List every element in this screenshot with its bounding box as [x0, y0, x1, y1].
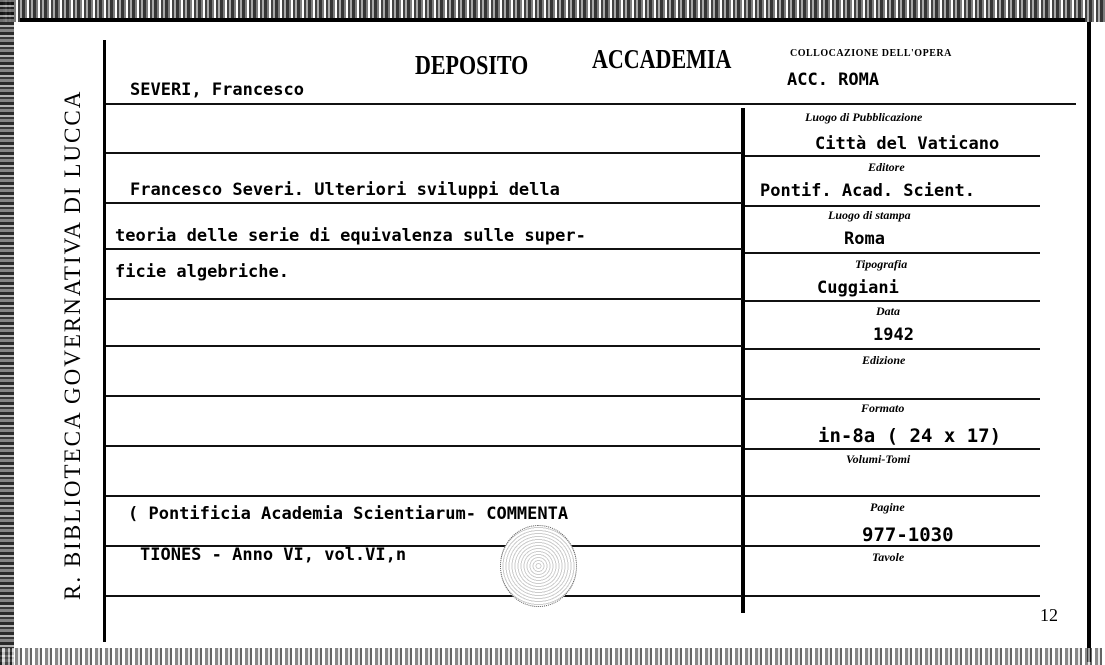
- ruled-line: [106, 202, 742, 204]
- card-top-rule: [20, 18, 1085, 22]
- tipografia-label: Tipografia: [855, 257, 908, 271]
- ruled-line: [106, 595, 742, 597]
- ruled-line: [745, 205, 1040, 207]
- pagine-value: 977-1030: [862, 524, 954, 546]
- ruled-line: [745, 155, 1040, 157]
- title-line-2: teoria delle serie di equivalenza sulle super-: [115, 226, 586, 246]
- ruled-line: [106, 103, 1076, 105]
- card-left-edge: [0, 0, 14, 665]
- right-panel-divider: [741, 108, 745, 613]
- library-seal-stamp: [500, 525, 577, 607]
- tavole-label: Tavole: [872, 550, 905, 564]
- volumi-label: Volumi-Tomi: [846, 452, 911, 466]
- luogo-stampa-label: Luogo di stampa: [828, 208, 911, 222]
- edizione-label: Edizione: [862, 353, 906, 367]
- ruled-line: [106, 445, 742, 447]
- luogo-pubblicazione-label: Luogo di Pubblicazione: [805, 110, 923, 124]
- ruled-line: [106, 395, 742, 397]
- luogo-stampa-value: Roma: [844, 229, 885, 249]
- handwritten-note: 12: [1040, 605, 1058, 625]
- formato-value: in-8a ( 24 x 17): [818, 425, 1002, 447]
- ruled-line: [745, 300, 1040, 302]
- series-line-2: TIONES - Anno VI, vol.VI,n: [140, 545, 407, 565]
- card-bottom-edge: [0, 648, 1105, 665]
- ruled-line: [745, 398, 1040, 400]
- collocazione-label: COLLOCAZIONE DELL'OPERA: [790, 48, 952, 59]
- editore-value: Pontif. Acad. Scient.: [760, 181, 975, 201]
- ruled-line: [745, 595, 1040, 597]
- luogo-pubblicazione-value: Città del Vaticano: [815, 134, 1000, 154]
- data-value: 1942: [873, 325, 914, 345]
- ruled-line: [745, 348, 1040, 350]
- editore-label: Editore: [868, 160, 905, 174]
- ruled-line: [106, 152, 742, 154]
- author-heading: SEVERI, Francesco: [130, 80, 304, 100]
- academy-stamp: ACCADEMIA: [592, 42, 732, 74]
- ruled-line: [745, 495, 1040, 497]
- pagine-label: Pagine: [870, 500, 905, 514]
- ruled-line: [745, 448, 1040, 450]
- series-line-1: ( Pontificia Academia Scientiarum- COMMENTA: [128, 504, 569, 524]
- data-label: Data: [876, 304, 900, 318]
- left-margin-rule: [103, 40, 106, 642]
- deposit-stamp: DEPOSITO: [415, 48, 529, 80]
- card-right-edge: [1087, 22, 1091, 662]
- ruled-line: [106, 345, 742, 347]
- ruled-line: [106, 495, 742, 497]
- title-line-1: Francesco Severi. Ulteriori sviluppi della: [130, 180, 560, 200]
- ruled-line: [106, 248, 742, 250]
- ruled-line: [106, 298, 742, 300]
- formato-label: Formato: [861, 401, 905, 415]
- library-side-title: R. BIBLIOTECA GOVERNATIVA DI LUCCA: [60, 89, 85, 600]
- collocazione-value: ACC. ROMA: [787, 70, 880, 90]
- title-line-3: ficie algebriche.: [115, 262, 289, 282]
- ruled-line: [745, 252, 1040, 254]
- tipografia-value: Cuggiani: [817, 278, 899, 298]
